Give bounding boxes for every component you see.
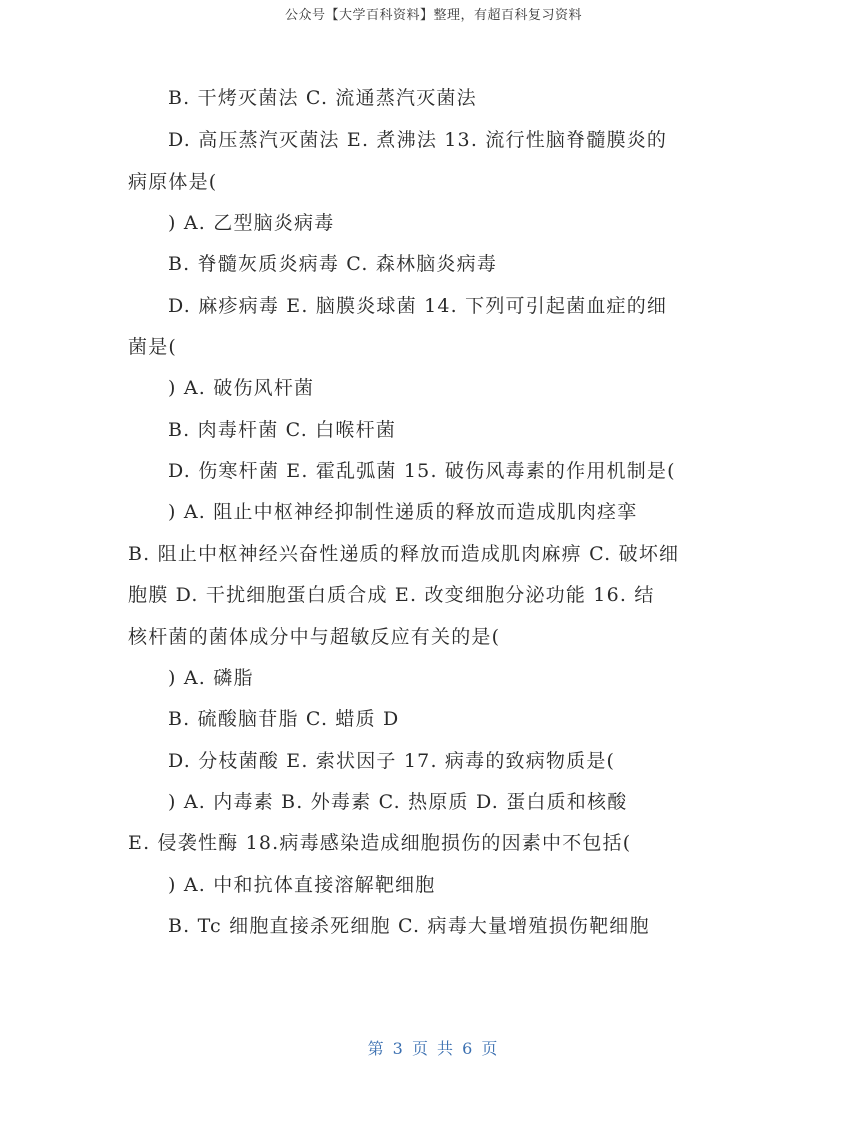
text-line: ) A. 内毒素 B. 外毒素 C. 热原质 D. 蛋白质和核酸: [168, 791, 628, 813]
text-line: B. 阻止中枢神经兴奋性递质的释放而造成肌肉麻痹 C. 破坏细: [128, 543, 680, 565]
text-line: ) A. 乙型脑炎病毒: [168, 212, 335, 234]
text-line: D. 麻疹病毒 E. 脑膜炎球菌 14. 下列可引起菌血症的细: [168, 295, 668, 317]
text-line: B. Tc 细胞直接杀死细胞 C. 病毒大量增殖损伤靶细胞: [168, 915, 650, 937]
text-line: ) A. 阻止中枢神经抑制性递质的释放而造成肌肉痉挛: [168, 501, 638, 523]
text-line: D. 伤寒杆菌 E. 霍乱弧菌 15. 破伤风毒素的作用机制是(: [168, 460, 676, 482]
text-line: ) A. 磷脂: [168, 667, 254, 689]
text-line: ) A. 破伤风杆菌: [168, 377, 315, 399]
page-header: 公众号【大学百科资料】整理，有超百科复习资料: [284, 8, 582, 23]
text-line: D. 分枝菌酸 E. 索状因子 17. 病毒的致病物质是(: [168, 750, 616, 772]
text-line: 核杆菌的菌体成分中与超敏反应有关的是(: [128, 626, 501, 648]
text-line: 病原体是(: [128, 171, 218, 193]
text-line: 菌是(: [128, 336, 178, 358]
page-number: 第 3 页 共 6 页: [367, 1039, 500, 1058]
text-line: B. 脊髓灰质炎病毒 C. 森林脑炎病毒: [168, 253, 498, 275]
text-line: E. 侵袭性酶 18.病毒感染造成细胞损伤的因素中不包括(: [128, 832, 632, 854]
text-line: 胞膜 D. 干扰细胞蛋白质合成 E. 改变细胞分泌功能 16. 结: [128, 584, 655, 606]
text-line: ) A. 中和抗体直接溶解靶细胞: [168, 874, 436, 896]
text-line: B. 干烤灭菌法 C. 流通蒸汽灭菌法: [168, 87, 477, 109]
text-line: D. 高压蒸汽灭菌法 E. 煮沸法 13. 流行性脑脊髓膜炎的: [168, 129, 668, 151]
text-line: B. 肉毒杆菌 C. 白喉杆菌: [168, 419, 397, 441]
text-line: B. 硫酸脑苷脂 C. 蜡质 D: [168, 708, 400, 730]
